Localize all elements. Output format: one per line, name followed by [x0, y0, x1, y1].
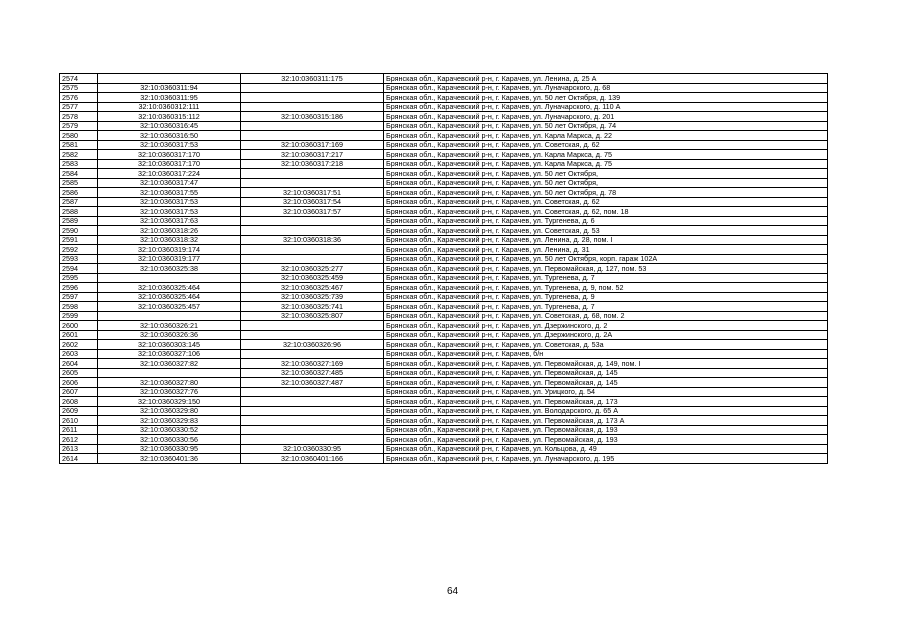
table-row — [60, 444, 828, 454]
row-number-cell: 2597 — [60, 292, 98, 302]
address-cell: Брянская обл., Карачевский р-н, г. Карачев, ул. Первомайская, д. 145 — [384, 368, 828, 378]
cadastral-table — [59, 73, 828, 464]
address-cell: Брянская обл., Карачевский р-н, г. Карачев, ул. 50 лет Октября, д. 139 — [384, 93, 828, 103]
table-row — [60, 406, 828, 416]
row-number-cell: 2587 — [60, 197, 98, 207]
address-cell: Брянская обл., Карачевский р-н, г. Карачев, ул. Карла Маркса, д. 75 — [384, 150, 828, 160]
table-row — [60, 349, 828, 359]
table-row — [60, 264, 828, 274]
table-row — [60, 454, 828, 464]
building-number-cell — [241, 102, 384, 112]
land-parcel-number-cell: 32:10:0360316:45 — [98, 121, 241, 131]
address-cell: Брянская обл., Карачевский р-н, г. Карачев, ул. 50 лет Октября, корп. гараж 102А — [384, 254, 828, 264]
land-parcel-number-cell: 32:10:0360325:464 — [98, 292, 241, 302]
table-row — [60, 435, 828, 445]
building-number-cell — [241, 435, 384, 445]
land-parcel-number-cell — [98, 273, 241, 283]
building-number-cell: 32:10:0360311:175 — [241, 74, 384, 84]
land-parcel-number-cell: 32:10:0360317:53 — [98, 207, 241, 217]
table-row — [60, 102, 828, 112]
building-number-cell: 32:10:0360330:95 — [241, 444, 384, 454]
building-number-cell — [241, 245, 384, 255]
address-cell: Брянская обл., Карачевский р-н, г. Карачев, ул. Карла Маркса, д. 22 — [384, 131, 828, 141]
building-number-cell: 32:10:0360317:51 — [241, 188, 384, 198]
land-parcel-number-cell: 32:10:0360303:145 — [98, 340, 241, 350]
table-row — [60, 93, 828, 103]
land-parcel-number-cell: 32:10:0360311:94 — [98, 83, 241, 93]
row-number-cell: 2584 — [60, 169, 98, 179]
row-number-cell: 2591 — [60, 235, 98, 245]
land-parcel-number-cell: 32:10:0360326:36 — [98, 330, 241, 340]
row-number-cell: 2599 — [60, 311, 98, 321]
row-number-cell: 2595 — [60, 273, 98, 283]
address-cell: Брянская обл., Карачевский р-н, г. Карачев, ул. Ленина, д. 28, пом. I — [384, 235, 828, 245]
table-row — [60, 131, 828, 141]
table-row — [60, 121, 828, 131]
table-row — [60, 330, 828, 340]
address-cell: Брянская обл., Карачевский р-н, г. Карачев, ул. Тургенева, д. 9 — [384, 292, 828, 302]
row-number-cell: 2578 — [60, 112, 98, 122]
building-number-cell: 32:10:0360317:57 — [241, 207, 384, 217]
address-cell: Брянская обл., Карачевский р-н, г. Карачев, б/н — [384, 349, 828, 359]
land-parcel-number-cell: 32:10:0360330:95 — [98, 444, 241, 454]
table-row — [60, 378, 828, 388]
table-row — [60, 112, 828, 122]
row-number-cell: 2593 — [60, 254, 98, 264]
address-cell: Брянская обл., Карачевский р-н, г. Карачев, ул. Первомайская, д. 127, пом. 53 — [384, 264, 828, 274]
table-row — [60, 321, 828, 331]
land-parcel-number-cell: 32:10:0360316:50 — [98, 131, 241, 141]
land-parcel-number-cell: 32:10:0360318:26 — [98, 226, 241, 236]
table-row — [60, 340, 828, 350]
table-row — [60, 150, 828, 160]
table-row — [60, 235, 828, 245]
building-number-cell: 32:10:0360325:277 — [241, 264, 384, 274]
building-number-cell: 32:10:0360327:487 — [241, 378, 384, 388]
row-number-cell: 2574 — [60, 74, 98, 84]
building-number-cell: 32:10:0360325:741 — [241, 302, 384, 312]
table-row — [60, 245, 828, 255]
building-number-cell — [241, 178, 384, 188]
address-cell: Брянская обл., Карачевский р-н, г. Карачев, ул. Советская, д. 62 — [384, 197, 828, 207]
building-number-cell — [241, 226, 384, 236]
row-number-cell: 2590 — [60, 226, 98, 236]
address-cell: Брянская обл., Карачевский р-н, г. Карачев, ул. Первомайская, д. 173 — [384, 397, 828, 407]
table-row — [60, 83, 828, 93]
building-number-cell — [241, 216, 384, 226]
building-number-cell: 32:10:0360401:166 — [241, 454, 384, 464]
land-parcel-number-cell: 32:10:0360318:32 — [98, 235, 241, 245]
row-number-cell: 2607 — [60, 387, 98, 397]
table-row — [60, 273, 828, 283]
address-cell: Брянская обл., Карачевский р-н, г. Карачев, ул. Кольцова, д. 49 — [384, 444, 828, 454]
address-cell: Брянская обл., Карачевский р-н, г. Карачев, ул. Советская, д. 53а — [384, 340, 828, 350]
table-row — [60, 178, 828, 188]
table-row — [60, 283, 828, 293]
address-cell: Брянская обл., Карачевский р-н, г. Карачев, ул. Луначарского, д. 110 А — [384, 102, 828, 112]
address-cell: Брянская обл., Карачевский р-н, г. Карачев, ул. 50 лет Октября, д. 74 — [384, 121, 828, 131]
address-cell: Брянская обл., Карачевский р-н, г. Карачев, ул. Дзержинского, д. 2А — [384, 330, 828, 340]
address-cell: Брянская обл., Карачевский р-н, г. Карачев, ул. Володарского, д. 65 А — [384, 406, 828, 416]
address-cell: Брянская обл., Карачевский р-н, г. Карачев, ул. Тургенева, д. 7 — [384, 302, 828, 312]
building-number-cell: 32:10:0360317:169 — [241, 140, 384, 150]
building-number-cell: 32:10:0360326:96 — [241, 340, 384, 350]
address-cell: Брянская обл., Карачевский р-н, г. Карачев, ул. Ленина, д. 25 А — [384, 74, 828, 84]
building-number-cell — [241, 121, 384, 131]
land-parcel-number-cell: 32:10:0360317:224 — [98, 169, 241, 179]
table-row — [60, 397, 828, 407]
table-row — [60, 74, 828, 84]
land-parcel-number-cell: 32:10:0360312:111 — [98, 102, 241, 112]
land-parcel-number-cell: 32:10:0360329:80 — [98, 406, 241, 416]
table-row — [60, 387, 828, 397]
land-parcel-number-cell: 32:10:0360317:53 — [98, 197, 241, 207]
land-parcel-number-cell: 32:10:0360327:80 — [98, 378, 241, 388]
building-number-cell — [241, 93, 384, 103]
address-cell: Брянская обл., Карачевский р-н, г. Карачев, ул. Дзержинского, д. 2 — [384, 321, 828, 331]
table-row — [60, 254, 828, 264]
row-number-cell: 2601 — [60, 330, 98, 340]
address-cell: Брянская обл., Карачевский р-н, г. Карачев, ул. Луначарского, д. 68 — [384, 83, 828, 93]
building-number-cell: 32:10:0360327:485 — [241, 368, 384, 378]
address-cell: Брянская обл., Карачевский р-н, г. Карачев, ул. 50 лет Октября, — [384, 178, 828, 188]
land-parcel-number-cell: 32:10:0360329:150 — [98, 397, 241, 407]
address-cell: Брянская обл., Карачевский р-н, г. Карачев, ул. Первомайская, д. 193 — [384, 425, 828, 435]
land-parcel-number-cell: 32:10:0360401:36 — [98, 454, 241, 464]
land-parcel-number-cell: 32:10:0360315:112 — [98, 112, 241, 122]
address-cell: Брянская обл., Карачевский р-н, г. Карачев, ул. Первомайская, д. 193 — [384, 435, 828, 445]
table-row — [60, 292, 828, 302]
building-number-cell — [241, 131, 384, 141]
table-row — [60, 169, 828, 179]
row-number-cell: 2604 — [60, 359, 98, 369]
table-row — [60, 159, 828, 169]
row-number-cell: 2605 — [60, 368, 98, 378]
table-row — [60, 216, 828, 226]
row-number-cell: 2582 — [60, 150, 98, 160]
row-number-cell: 2576 — [60, 93, 98, 103]
building-number-cell — [241, 169, 384, 179]
row-number-cell: 2612 — [60, 435, 98, 445]
building-number-cell — [241, 321, 384, 331]
address-cell: Брянская обл., Карачевский р-н, г. Карачев, ул. Первомайская, д. 173 А — [384, 416, 828, 426]
table-row — [60, 359, 828, 369]
address-cell: Брянская обл., Карачевский р-н, г. Карачев, ул. 50 лет Октября, — [384, 169, 828, 179]
address-cell: Брянская обл., Карачевский р-н, г. Карачев, ул. Советская, д. 68, пом. 2 — [384, 311, 828, 321]
building-number-cell: 32:10:0360325:739 — [241, 292, 384, 302]
row-number-cell: 2581 — [60, 140, 98, 150]
table-row — [60, 140, 828, 150]
land-parcel-number-cell: 32:10:0360327:106 — [98, 349, 241, 359]
building-number-cell — [241, 387, 384, 397]
land-parcel-number-cell — [98, 368, 241, 378]
building-number-cell — [241, 349, 384, 359]
land-parcel-number-cell: 32:10:0360317:170 — [98, 150, 241, 160]
land-parcel-number-cell: 32:10:0360325:464 — [98, 283, 241, 293]
row-number-cell: 2596 — [60, 283, 98, 293]
building-number-cell — [241, 254, 384, 264]
land-parcel-number-cell: 32:10:0360330:52 — [98, 425, 241, 435]
row-number-cell: 2600 — [60, 321, 98, 331]
table-row — [60, 368, 828, 378]
row-number-cell: 2613 — [60, 444, 98, 454]
address-cell: Брянская обл., Карачевский р-н, г. Карачев, ул. Урицкого, д. 54 — [384, 387, 828, 397]
land-parcel-number-cell: 32:10:0360327:82 — [98, 359, 241, 369]
land-parcel-number-cell: 32:10:0360317:170 — [98, 159, 241, 169]
land-parcel-number-cell: 32:10:0360319:177 — [98, 254, 241, 264]
row-number-cell: 2608 — [60, 397, 98, 407]
building-number-cell — [241, 416, 384, 426]
building-number-cell: 32:10:0360317:218 — [241, 159, 384, 169]
building-number-cell: 32:10:0360315:186 — [241, 112, 384, 122]
building-number-cell: 32:10:0360325:459 — [241, 273, 384, 283]
table-row — [60, 188, 828, 198]
land-parcel-number-cell: 32:10:0360319:174 — [98, 245, 241, 255]
table-row — [60, 226, 828, 236]
table-row — [60, 416, 828, 426]
land-parcel-number-cell: 32:10:0360329:83 — [98, 416, 241, 426]
row-number-cell: 2610 — [60, 416, 98, 426]
building-number-cell: 32:10:0360325:467 — [241, 283, 384, 293]
row-number-cell: 2594 — [60, 264, 98, 274]
table-row — [60, 207, 828, 217]
address-cell: Брянская обл., Карачевский р-н, г. Карачев, ул. Карла Маркса, д. 75 — [384, 159, 828, 169]
land-parcel-number-cell: 32:10:0360325:38 — [98, 264, 241, 274]
address-cell: Брянская обл., Карачевский р-н, г. Карачев, ул. Ленина, д. 31 — [384, 245, 828, 255]
land-parcel-number-cell: 32:10:0360317:55 — [98, 188, 241, 198]
building-number-cell — [241, 397, 384, 407]
address-cell: Брянская обл., Карачевский р-н, г. Карачев, ул. Тургенева, д. 7 — [384, 273, 828, 283]
building-number-cell: 32:10:0360317:54 — [241, 197, 384, 207]
address-cell: Брянская обл., Карачевский р-н, г. Карачев, ул. 50 лет Октября, д. 78 — [384, 188, 828, 198]
row-number-cell: 2603 — [60, 349, 98, 359]
row-number-cell: 2577 — [60, 102, 98, 112]
address-cell: Брянская обл., Карачевский р-н, г. Карачев, ул. Советская, д. 62, пом. 18 — [384, 207, 828, 217]
row-number-cell: 2592 — [60, 245, 98, 255]
row-number-cell: 2609 — [60, 406, 98, 416]
address-cell: Брянская обл., Карачевский р-н, г. Карачев, ул. Советская, д. 53 — [384, 226, 828, 236]
address-cell: Брянская обл., Карачевский р-н, г. Карачев, ул. Луначарского, д. 195 — [384, 454, 828, 464]
building-number-cell — [241, 425, 384, 435]
row-number-cell: 2586 — [60, 188, 98, 198]
land-parcel-number-cell: 32:10:0360325:457 — [98, 302, 241, 312]
row-number-cell: 2585 — [60, 178, 98, 188]
row-number-cell: 2611 — [60, 425, 98, 435]
land-parcel-number-cell: 32:10:0360311:95 — [98, 93, 241, 103]
land-parcel-number-cell — [98, 311, 241, 321]
row-number-cell: 2589 — [60, 216, 98, 226]
building-number-cell — [241, 406, 384, 416]
page-number: 64 — [446, 586, 459, 597]
row-number-cell: 2579 — [60, 121, 98, 131]
land-parcel-number-cell: 32:10:0360326:21 — [98, 321, 241, 331]
land-parcel-number-cell: 32:10:0360317:47 — [98, 178, 241, 188]
table-row — [60, 311, 828, 321]
address-cell: Брянская обл., Карачевский р-н, г. Карачев, ул. Советская, д. 62 — [384, 140, 828, 150]
address-cell: Брянская обл., Карачевский р-н, г. Карачев, ул. Тургенева, д. 6 — [384, 216, 828, 226]
land-parcel-number-cell: 32:10:0360317:53 — [98, 140, 241, 150]
table-row — [60, 425, 828, 435]
building-number-cell — [241, 83, 384, 93]
land-parcel-number-cell: 32:10:0360330:56 — [98, 435, 241, 445]
row-number-cell: 2602 — [60, 340, 98, 350]
building-number-cell — [241, 330, 384, 340]
row-number-cell: 2598 — [60, 302, 98, 312]
row-number-cell: 2580 — [60, 131, 98, 141]
land-parcel-number-cell: 32:10:0360327:76 — [98, 387, 241, 397]
land-parcel-number-cell — [98, 74, 241, 84]
building-number-cell: 32:10:0360327:169 — [241, 359, 384, 369]
table-row — [60, 302, 828, 312]
building-number-cell: 32:10:0360325:807 — [241, 311, 384, 321]
table-row — [60, 197, 828, 207]
building-number-cell: 32:10:0360318:36 — [241, 235, 384, 245]
address-cell: Брянская обл., Карачевский р-н, г. Карачев, ул. Луначарского, д. 201 — [384, 112, 828, 122]
address-cell: Брянская обл., Карачевский р-н, г. Карачев, ул. Первомайская, д. 145 — [384, 378, 828, 388]
address-cell: Брянская обл., Карачевский р-н, г. Карачев, ул. Первомайская, д. 149, пом. I — [384, 359, 828, 369]
address-cell: Брянская обл., Карачевский р-н, г. Карачев, ул. Тургенева, д. 9, пом. 52 — [384, 283, 828, 293]
row-number-cell: 2588 — [60, 207, 98, 217]
land-parcel-number-cell: 32:10:0360317:63 — [98, 216, 241, 226]
row-number-cell: 2614 — [60, 454, 98, 464]
row-number-cell: 2583 — [60, 159, 98, 169]
building-number-cell: 32:10:0360317:217 — [241, 150, 384, 160]
row-number-cell: 2575 — [60, 83, 98, 93]
row-number-cell: 2606 — [60, 378, 98, 388]
